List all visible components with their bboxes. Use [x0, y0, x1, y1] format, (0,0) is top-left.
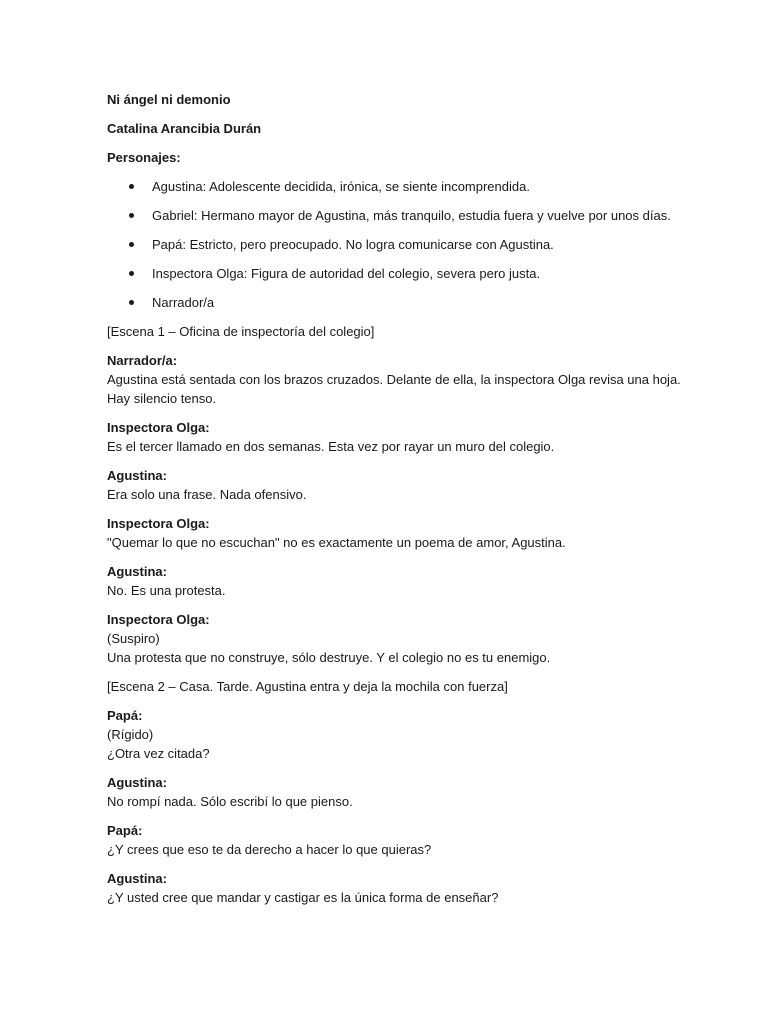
character-text: Gabriel: Hermano mayor de Agustina, más tranquilo, estudia fuera y vuelve por unos días. — [152, 208, 671, 223]
stage-direction: (Rígido) — [107, 727, 154, 742]
stage-direction: (Suspiro) — [107, 631, 160, 646]
dialogue-line: No. Es una protesta. — [107, 583, 226, 598]
dialogue-line: No rompí nada. Sólo escribí lo que pienso. — [107, 794, 353, 809]
dialogue-block — [107, 821, 707, 859]
dialogue-line: Hay silencio tenso. — [107, 391, 217, 406]
scene-heading: [Escena 1 – Oficina de inspectoría del colegio] — [107, 324, 375, 339]
document-author: Catalina Arancibia Durán — [107, 121, 262, 136]
bullet-icon — [129, 213, 134, 218]
dialogue-line: Una protesta que no construye, sólo destruye. Y el colegio no es tu enemigo. — [107, 650, 551, 665]
speaker-name: Papá: — [107, 708, 143, 723]
dialogue-block — [107, 706, 707, 763]
bullet-icon — [129, 184, 134, 189]
speaker-name: Agustina: — [107, 775, 167, 790]
characters-label: Personajes: — [107, 150, 181, 165]
dialogue-block — [107, 562, 707, 600]
character-item — [107, 264, 707, 283]
dialogue-line: Era solo una frase. Nada ofensivo. — [107, 487, 307, 502]
dialogue-line: Es el tercer llamado en dos semanas. Esta vez por rayar un muro del colegio. — [107, 439, 555, 454]
dialogue-block — [107, 514, 707, 552]
characters-list — [107, 177, 707, 312]
speaker-name: Narrador/a: — [107, 353, 178, 368]
bullet-icon — [129, 242, 134, 247]
scene-heading: [Escena 2 – Casa. Tarde. Agustina entra y deja la mochila con fuerza] — [107, 679, 508, 694]
dialogue-block — [107, 773, 707, 811]
character-text: Papá: Estricto, pero preocupado. No logra comunicarse con Agustina. — [152, 237, 554, 252]
document-title: Ni ángel ni demonio — [107, 92, 231, 107]
speaker-name: Inspectora Olga: — [107, 612, 210, 627]
character-item — [107, 206, 707, 225]
character-text: Agustina: Adolescente decidida, irónica, se siente incomprendida. — [152, 179, 530, 194]
speaker-name: Agustina: — [107, 871, 167, 886]
speaker-name: Inspectora Olga: — [107, 516, 210, 531]
character-item — [107, 293, 707, 312]
character-text: Inspectora Olga: Figura de autoridad del colegio, severa pero justa. — [152, 266, 541, 281]
dialogue-block — [107, 418, 707, 456]
bullet-icon — [129, 271, 134, 276]
dialogue-block — [107, 466, 707, 504]
character-text: Narrador/a — [152, 295, 215, 310]
character-item — [107, 177, 707, 196]
bullet-icon — [129, 300, 134, 305]
document-body — [107, 90, 707, 917]
dialogue-line: ¿Otra vez citada? — [107, 746, 210, 761]
character-item — [107, 235, 707, 254]
dialogue-block — [107, 351, 707, 408]
dialogue-block — [107, 610, 707, 667]
speaker-name: Papá: — [107, 823, 143, 838]
dialogue-line: ¿Y usted cree que mandar y castigar es la única forma de enseñar? — [107, 890, 499, 905]
speaker-name: Agustina: — [107, 468, 167, 483]
dialogue-line: "Quemar lo que no escuchan" no es exactamente un poema de amor, Agustina. — [107, 535, 566, 550]
dialogue-block — [107, 869, 707, 907]
dialogue-line: Agustina está sentada con los brazos cruzados. Delante de ella, la inspectora Olga revisa una hoja. — [107, 372, 681, 387]
dialogue-line: ¿Y crees que eso te da derecho a hacer lo que quieras? — [107, 842, 432, 857]
speaker-name: Agustina: — [107, 564, 167, 579]
speaker-name: Inspectora Olga: — [107, 420, 210, 435]
